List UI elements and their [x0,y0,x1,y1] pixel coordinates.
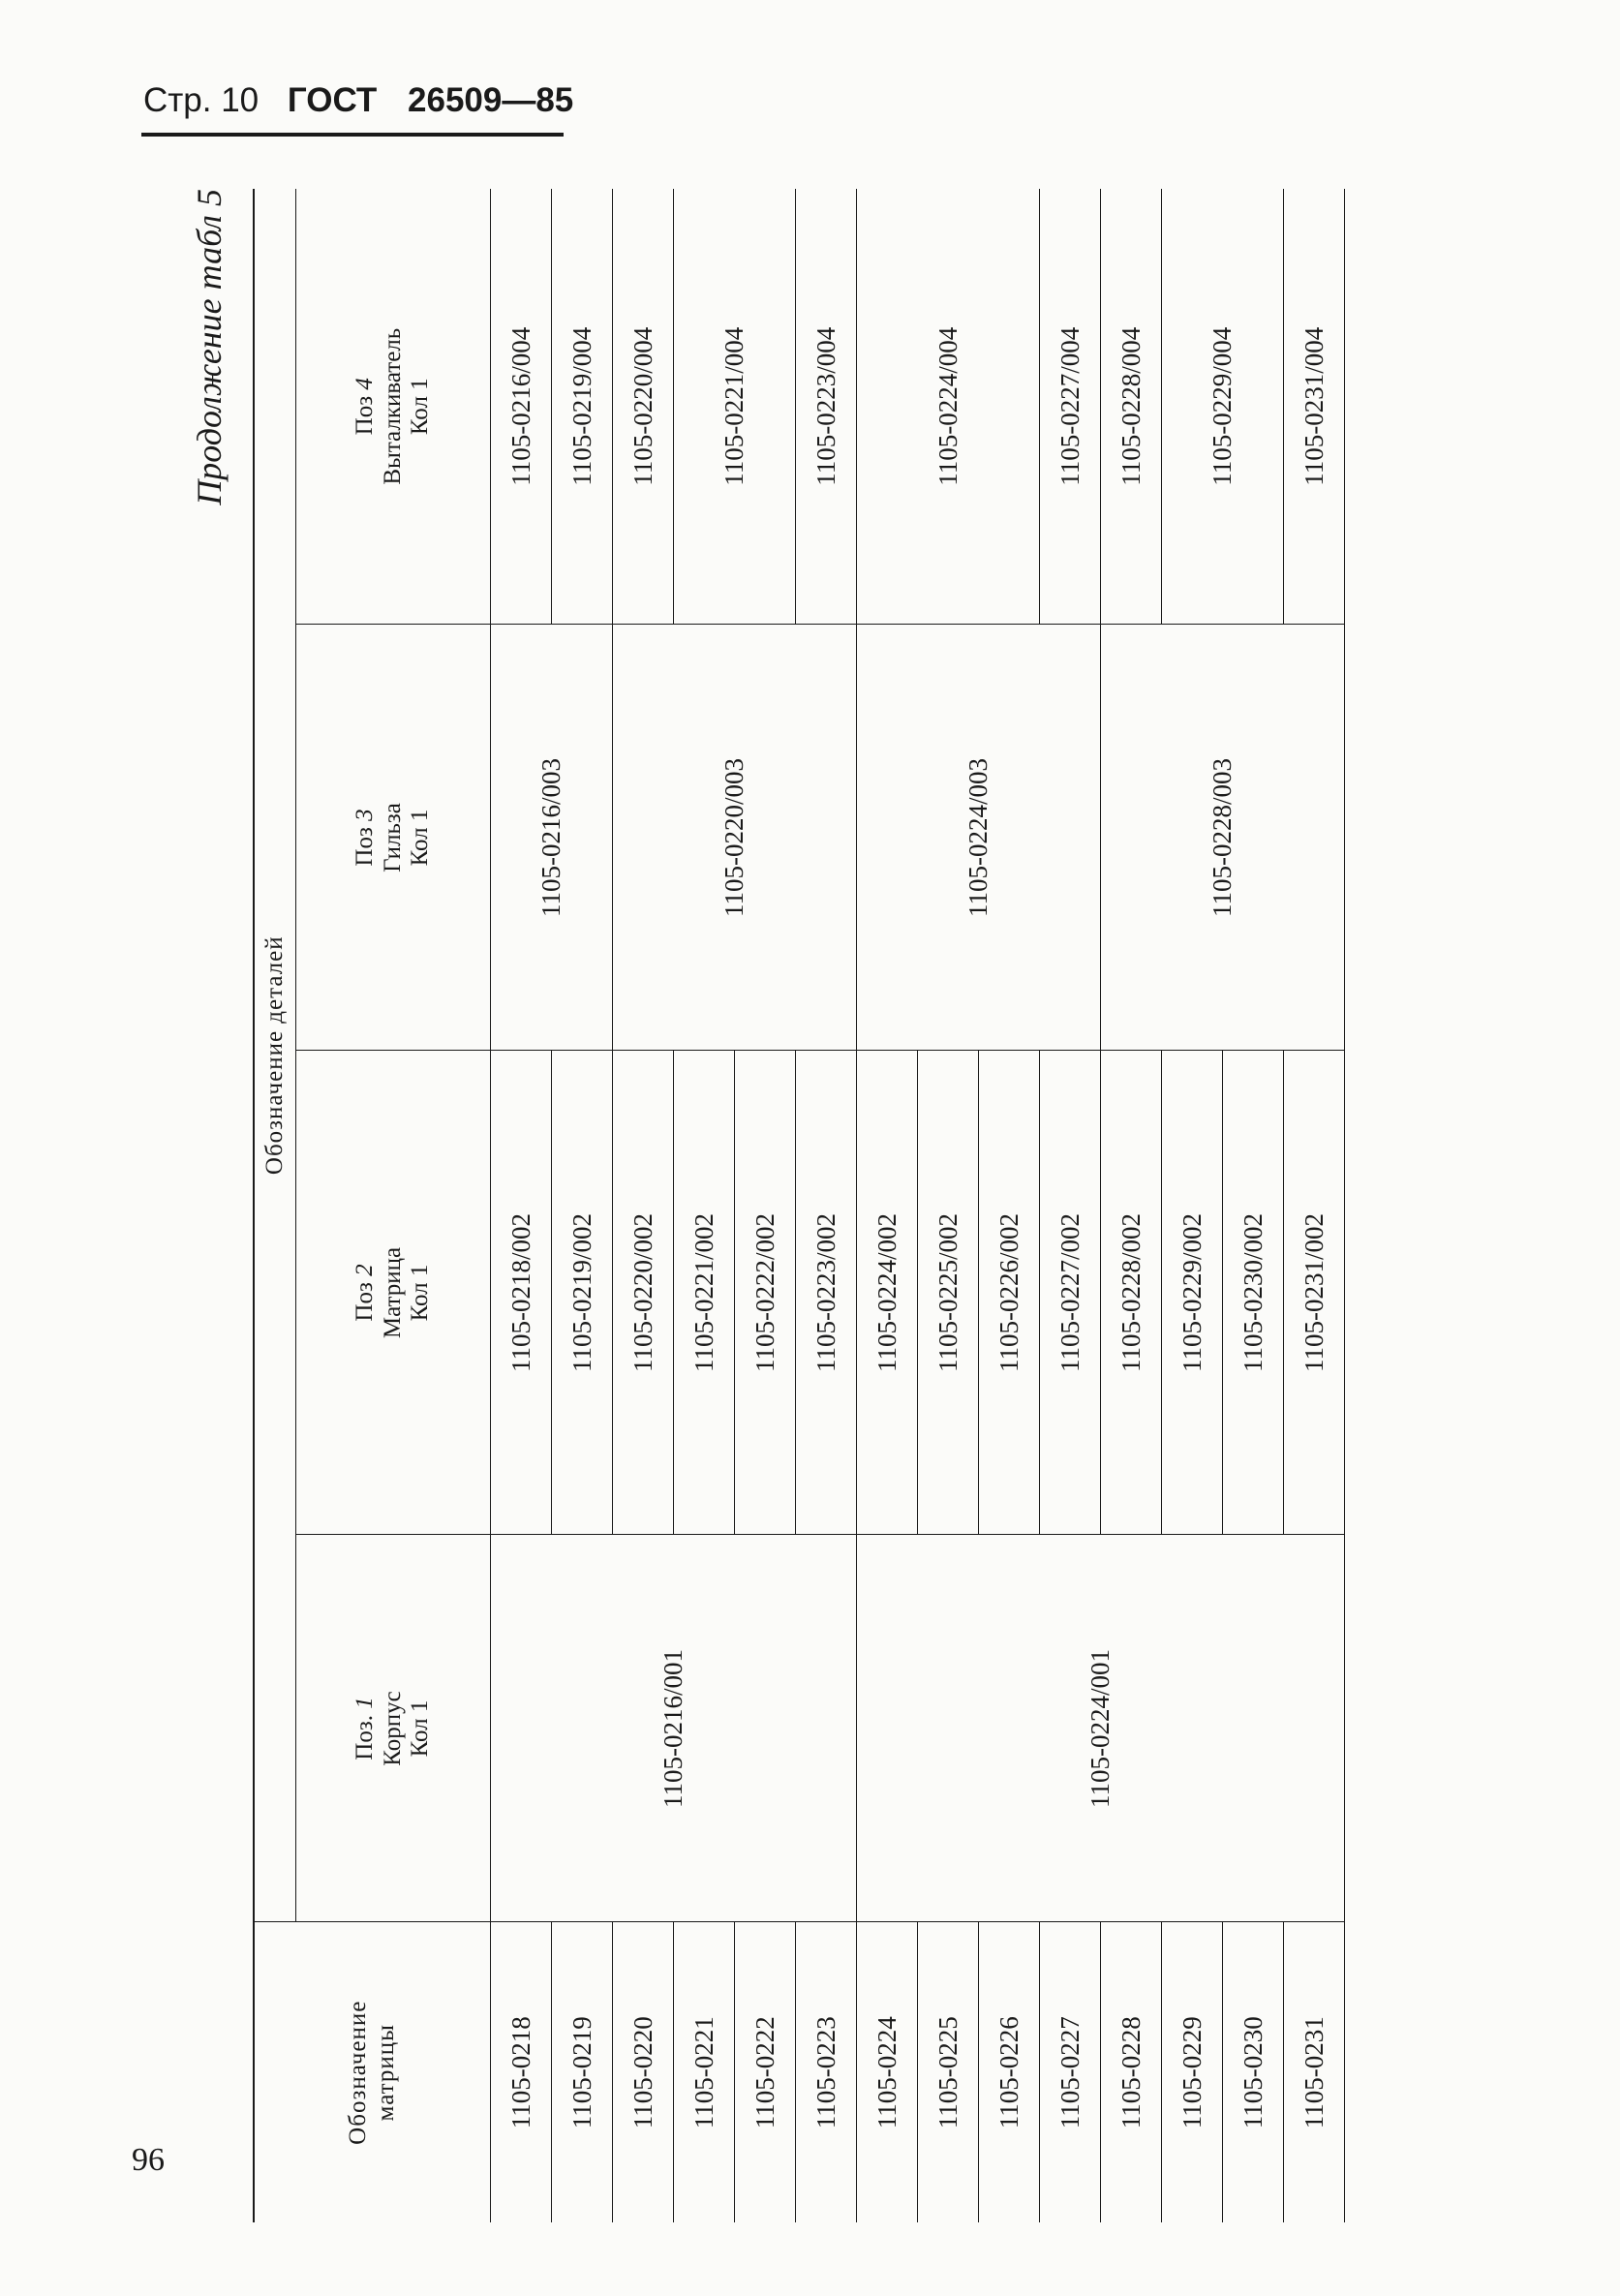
matrix-cell: 1105-0225 [918,1922,979,2222]
korpus-cell: 1105-0224/001 [857,1535,1345,1922]
matrica-cell: 1105-0227/002 [1040,1051,1101,1535]
header-vytalkivatel: Поз 4 Выталкиватель Кол 1 [296,189,491,625]
matrix-cell: 1105-0231 [1284,1922,1345,2222]
gilza-cell: 1105-0220/003 [613,625,857,1051]
rotated-table-block [189,189,1329,2222]
vytalk-cell: 1105-0216/004 [491,189,552,625]
vytalk-cell: 1105-0220/004 [613,189,674,625]
page-label: Стр. 10 [143,81,260,119]
matrica-cell: 1105-0224/002 [857,1051,918,1535]
matrica-cell: 1105-0218/002 [491,1051,552,1535]
matrica-cell: 1105-0219/002 [552,1051,613,1535]
gilza-cell: 1105-0228/003 [1101,625,1345,1051]
matrix-cell: 1105-0227 [1040,1922,1101,2222]
header-gilza: Поз 3 Гильза Кол 1 [296,625,491,1051]
matrix-cell: 1105-0224 [857,1922,918,2222]
standard-number: 26509—85 [408,81,574,119]
vytalk-cell: 1105-0221/004 [674,189,796,625]
matrica-cell: 1105-0228/002 [1101,1051,1162,1535]
table-row [857,189,918,2222]
vytalk-cell: 1105-0227/004 [1040,189,1101,625]
standard-name: ГОСТ [287,81,378,119]
matrix-cell: 1105-0223 [796,1922,857,2222]
matrica-cell: 1105-0221/002 [674,1051,735,1535]
header-parts-designation: Обозначение деталей [254,189,296,1922]
matrix-cell: 1105-0228 [1101,1922,1162,2222]
matrica-cell: 1105-0223/002 [796,1051,857,1535]
gilza-cell: 1105-0216/003 [491,625,613,1051]
matrix-cell: 1105-0229 [1162,1922,1223,2222]
table-row [491,189,552,2222]
vytalk-cell: 1105-0219/004 [552,189,613,625]
header-rule [141,133,564,137]
vytalk-cell: 1105-0231/004 [1284,189,1345,625]
matrica-cell: 1105-0220/002 [613,1051,674,1535]
matrix-cell: 1105-0222 [735,1922,796,2222]
matrica-cell: 1105-0231/002 [1284,1051,1345,1535]
vytalk-cell: 1105-0223/004 [796,189,857,625]
matrica-cell: 1105-0230/002 [1223,1051,1284,1535]
page-header [143,81,573,120]
gilza-cell: 1105-0224/003 [857,625,1101,1051]
matrica-cell: 1105-0226/002 [979,1051,1040,1535]
korpus-cell: 1105-0216/001 [491,1535,857,1922]
matrix-cell: 1105-0230 [1223,1922,1284,2222]
matrica-cell: 1105-0222/002 [735,1051,796,1535]
matrix-cell: 1105-0219 [552,1922,613,2222]
spec-table [253,189,1345,2222]
vytalk-cell: 1105-0224/004 [857,189,1040,625]
header-matrica: Поз 2 Матрица Кол 1 [296,1051,491,1535]
vytalk-cell: 1105-0229/004 [1162,189,1284,625]
matrix-cell: 1105-0220 [613,1922,674,2222]
page-number: 96 [132,2142,165,2178]
matrix-cell: 1105-0221 [674,1922,735,2222]
header-matrix-designation: Обозначение матрицы [254,1922,491,2222]
matrix-cell: 1105-0218 [491,1922,552,2222]
table-title: Продолжение табл 5 [190,189,229,505]
matrica-cell: 1105-0229/002 [1162,1051,1223,1535]
header-korpus: Поз. 1 Корпус Кол 1 [296,1535,491,1922]
matrix-cell: 1105-0226 [979,1922,1040,2222]
matrica-cell: 1105-0225/002 [918,1051,979,1535]
vytalk-cell: 1105-0228/004 [1101,189,1162,625]
